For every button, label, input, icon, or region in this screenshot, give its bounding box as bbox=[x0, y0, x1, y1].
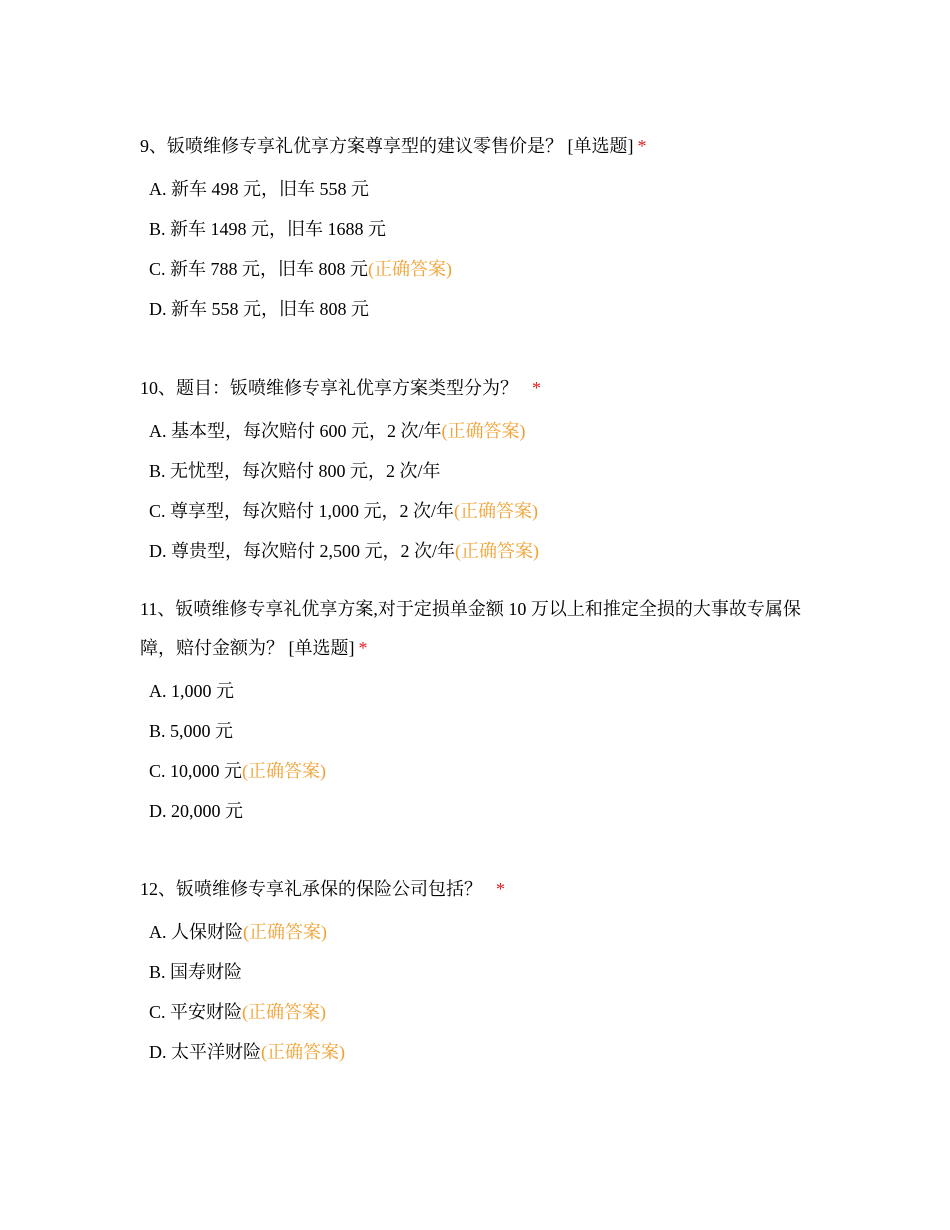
question-title bbox=[140, 369, 820, 408]
correct-answer-marker: (正确答案) bbox=[368, 259, 453, 279]
question-11 bbox=[140, 590, 820, 831]
option-list bbox=[140, 411, 820, 571]
option-list bbox=[140, 671, 820, 831]
option-text: A. 人保财险 bbox=[149, 922, 243, 942]
option-a[interactable] bbox=[149, 671, 829, 711]
option-text: B. 新车 1498 元，旧车 1688 元 bbox=[149, 219, 387, 239]
correct-answer-marker: (正确答案) bbox=[243, 922, 327, 942]
option-text: A. 1,000 元 bbox=[149, 681, 234, 701]
option-text: D. 新车 558 元，旧车 808 元 bbox=[149, 299, 369, 319]
correct-answer-marker: (正确答案) bbox=[242, 1002, 327, 1022]
option-c[interactable] bbox=[149, 751, 829, 791]
option-b[interactable] bbox=[149, 451, 829, 491]
option-list bbox=[140, 169, 820, 329]
option-list bbox=[140, 912, 820, 1072]
question-title bbox=[140, 870, 820, 909]
question-12 bbox=[140, 870, 820, 1072]
required-asterisk: * bbox=[358, 638, 368, 658]
option-c[interactable] bbox=[149, 992, 829, 1032]
option-a[interactable] bbox=[149, 912, 829, 952]
question-title-text: 12、钣喷维修专享礼承保的保险公司包括？ bbox=[140, 879, 482, 899]
option-text: B. 国寿财险 bbox=[149, 962, 243, 982]
question-10 bbox=[140, 369, 820, 571]
option-text: C. 10,000 元 bbox=[149, 761, 243, 781]
option-text: A. 新车 498 元，旧车 558 元 bbox=[149, 179, 369, 199]
option-text: B. 5,000 元 bbox=[149, 721, 234, 741]
option-text: C. 平安财险 bbox=[149, 1002, 243, 1022]
option-b[interactable] bbox=[149, 711, 829, 751]
question-title bbox=[140, 127, 820, 166]
option-c[interactable] bbox=[149, 491, 829, 531]
correct-answer-marker: (正确答案) bbox=[242, 761, 327, 781]
question-title-text: 10、题目：钣喷维修专享礼优享方案类型分为？ bbox=[140, 378, 518, 398]
question-title-text: 9、钣喷维修专享礼优享方案尊享型的建议零售价是？ [单选题] bbox=[140, 136, 634, 156]
required-asterisk: * bbox=[532, 378, 541, 398]
option-b[interactable] bbox=[149, 209, 829, 249]
question-9 bbox=[140, 127, 820, 329]
option-text: D. 太平洋财险 bbox=[149, 1042, 261, 1062]
required-asterisk: * bbox=[637, 136, 647, 156]
option-text: C. 尊享型，每次赔付 1,000 元，2 次/年 bbox=[149, 501, 455, 521]
option-d[interactable] bbox=[149, 1032, 829, 1072]
option-d[interactable] bbox=[149, 791, 829, 831]
question-title bbox=[140, 590, 820, 668]
option-text: C. 新车 788 元，旧车 808 元 bbox=[149, 259, 369, 279]
option-text: B. 无忧型，每次赔付 800 元，2 次/年 bbox=[149, 461, 441, 481]
correct-answer-marker: (正确答案) bbox=[441, 421, 526, 441]
option-d[interactable] bbox=[149, 531, 829, 571]
option-text: D. 尊贵型，每次赔付 2,500 元，2 次/年 bbox=[149, 541, 455, 561]
correct-answer-marker: (正确答案) bbox=[455, 541, 539, 561]
option-a[interactable] bbox=[149, 169, 829, 209]
correct-answer-marker: (正确答案) bbox=[261, 1042, 345, 1062]
option-b[interactable] bbox=[149, 952, 829, 992]
question-title-text: 11、钣喷维修专享礼优享方案,对于定损单金额 10 万以上和推定全损的大事故专属保障，赔付金额为？ [单选题] bbox=[140, 599, 801, 658]
required-asterisk: * bbox=[496, 879, 505, 899]
option-a[interactable] bbox=[149, 411, 829, 451]
option-d[interactable] bbox=[149, 289, 829, 329]
option-text: A. 基本型，每次赔付 600 元，2 次/年 bbox=[149, 421, 442, 441]
option-c[interactable] bbox=[149, 249, 829, 289]
correct-answer-marker: (正确答案) bbox=[454, 501, 539, 521]
option-text: D. 20,000 元 bbox=[149, 801, 243, 821]
